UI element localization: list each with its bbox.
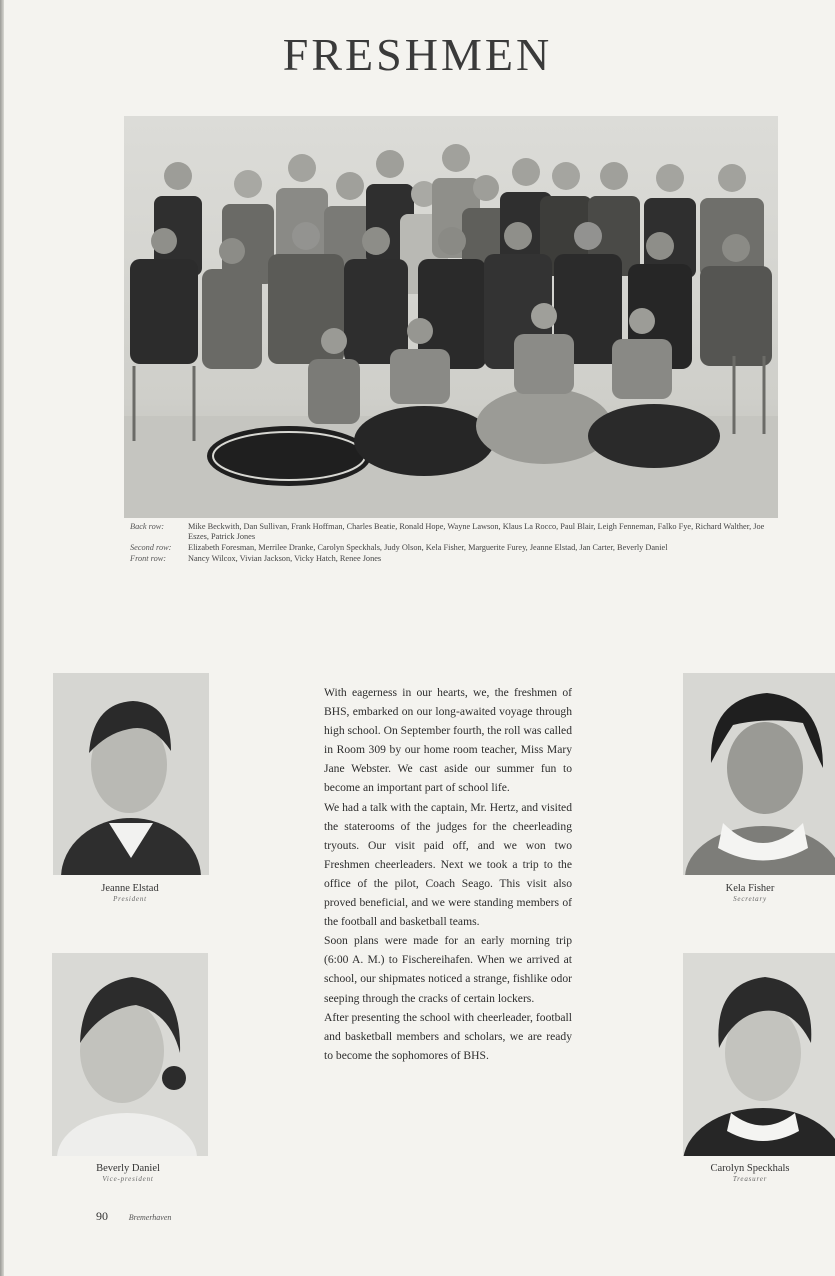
officer-role: President (113, 895, 147, 903)
officer-president (45, 883, 215, 903)
caption-second-row (130, 543, 780, 553)
group-photo (124, 116, 778, 518)
officer-name: Carolyn Speckhals (710, 1163, 790, 1174)
publication-name: Bremerhaven (128, 1213, 172, 1222)
officer-vice-president (43, 1163, 213, 1183)
officer-role: Treasurer (732, 1175, 768, 1183)
article-paragraph: With eagerness in our hearts, we, the freshmen of BHS, embarked on our long-awaited voyage through high school. On September fourth, the roll was called in Room 309 by our home room teacher, Miss Mary Jane Webster. We cast aside our summer fun to become an important part of school life. (324, 686, 572, 795)
officer-secretary (665, 883, 835, 903)
officer-name: Beverly Daniel (96, 1163, 160, 1174)
officer-treasurer (665, 1163, 835, 1183)
page-title: FRESHMEN (282, 29, 553, 80)
caption-names: Elizabeth Foresman, Merrilee Dranke, Carolyn Speckhals, Judy Olson, Kela Fisher, Marguerite Furey, Jeanne Elstad, Jan Carter, Beverly Daniel (188, 543, 668, 552)
caption-names: Mike Beckwith, Dan Sullivan, Frank Hoffman, Charles Beatie, Ronald Hope, Wayne Lawson, Klaus La Rocco, Paul Blair, Leigh Fenneman, Falko Fye, Richard Walther, Joe Eszes, Patrick Jones (188, 522, 765, 541)
officer-role: Secretary (733, 895, 767, 903)
portrait-treasurer (683, 953, 835, 1156)
officer-role: Vice-president (102, 1175, 154, 1183)
article-paragraph: After presenting the school with cheerleader, football and basketball members and scholars, we are ready to become the sophomores of BHS. (324, 1010, 572, 1062)
page-binding-edge (0, 0, 4, 1276)
photo-caption (130, 522, 780, 565)
caption-front-row (130, 554, 780, 564)
caption-back-row (130, 522, 780, 542)
page-number: 90 (96, 1209, 108, 1223)
caption-label: Back row: (130, 522, 165, 531)
portrait-president (53, 673, 209, 875)
article-body (324, 683, 572, 1065)
portrait-vice-president (52, 953, 208, 1156)
article-paragraph: Soon plans were made for an early morning trip (6:00 A. M.) to Fischereihafen. When we arrived at school, our shipmates noticed a strange, fishlike odor seeping through the cracks of certain lockers. (324, 934, 572, 1005)
officer-name: Jeanne Elstad (101, 883, 159, 894)
caption-names: Nancy Wilcox, Vivian Jackson, Vicky Hatch, Renee Jones (188, 554, 382, 563)
article-paragraph: We had a talk with the captain, Mr. Hertz, and visited the staterooms of the judges for the cheerleading tryouts. Our visit paid off, and we won two Freshmen cheerleaders. Next we took a trip to the office of the pilot, Coach Seago. This visit also proved beneficial, and we were standing members of the football and basketball teams. (324, 800, 572, 929)
page-footer (96, 1209, 171, 1224)
caption-label: Front row: (130, 554, 167, 563)
officer-name: Kela Fisher (725, 883, 775, 894)
caption-label: Second row: (130, 543, 172, 552)
portrait-secretary (683, 673, 835, 875)
